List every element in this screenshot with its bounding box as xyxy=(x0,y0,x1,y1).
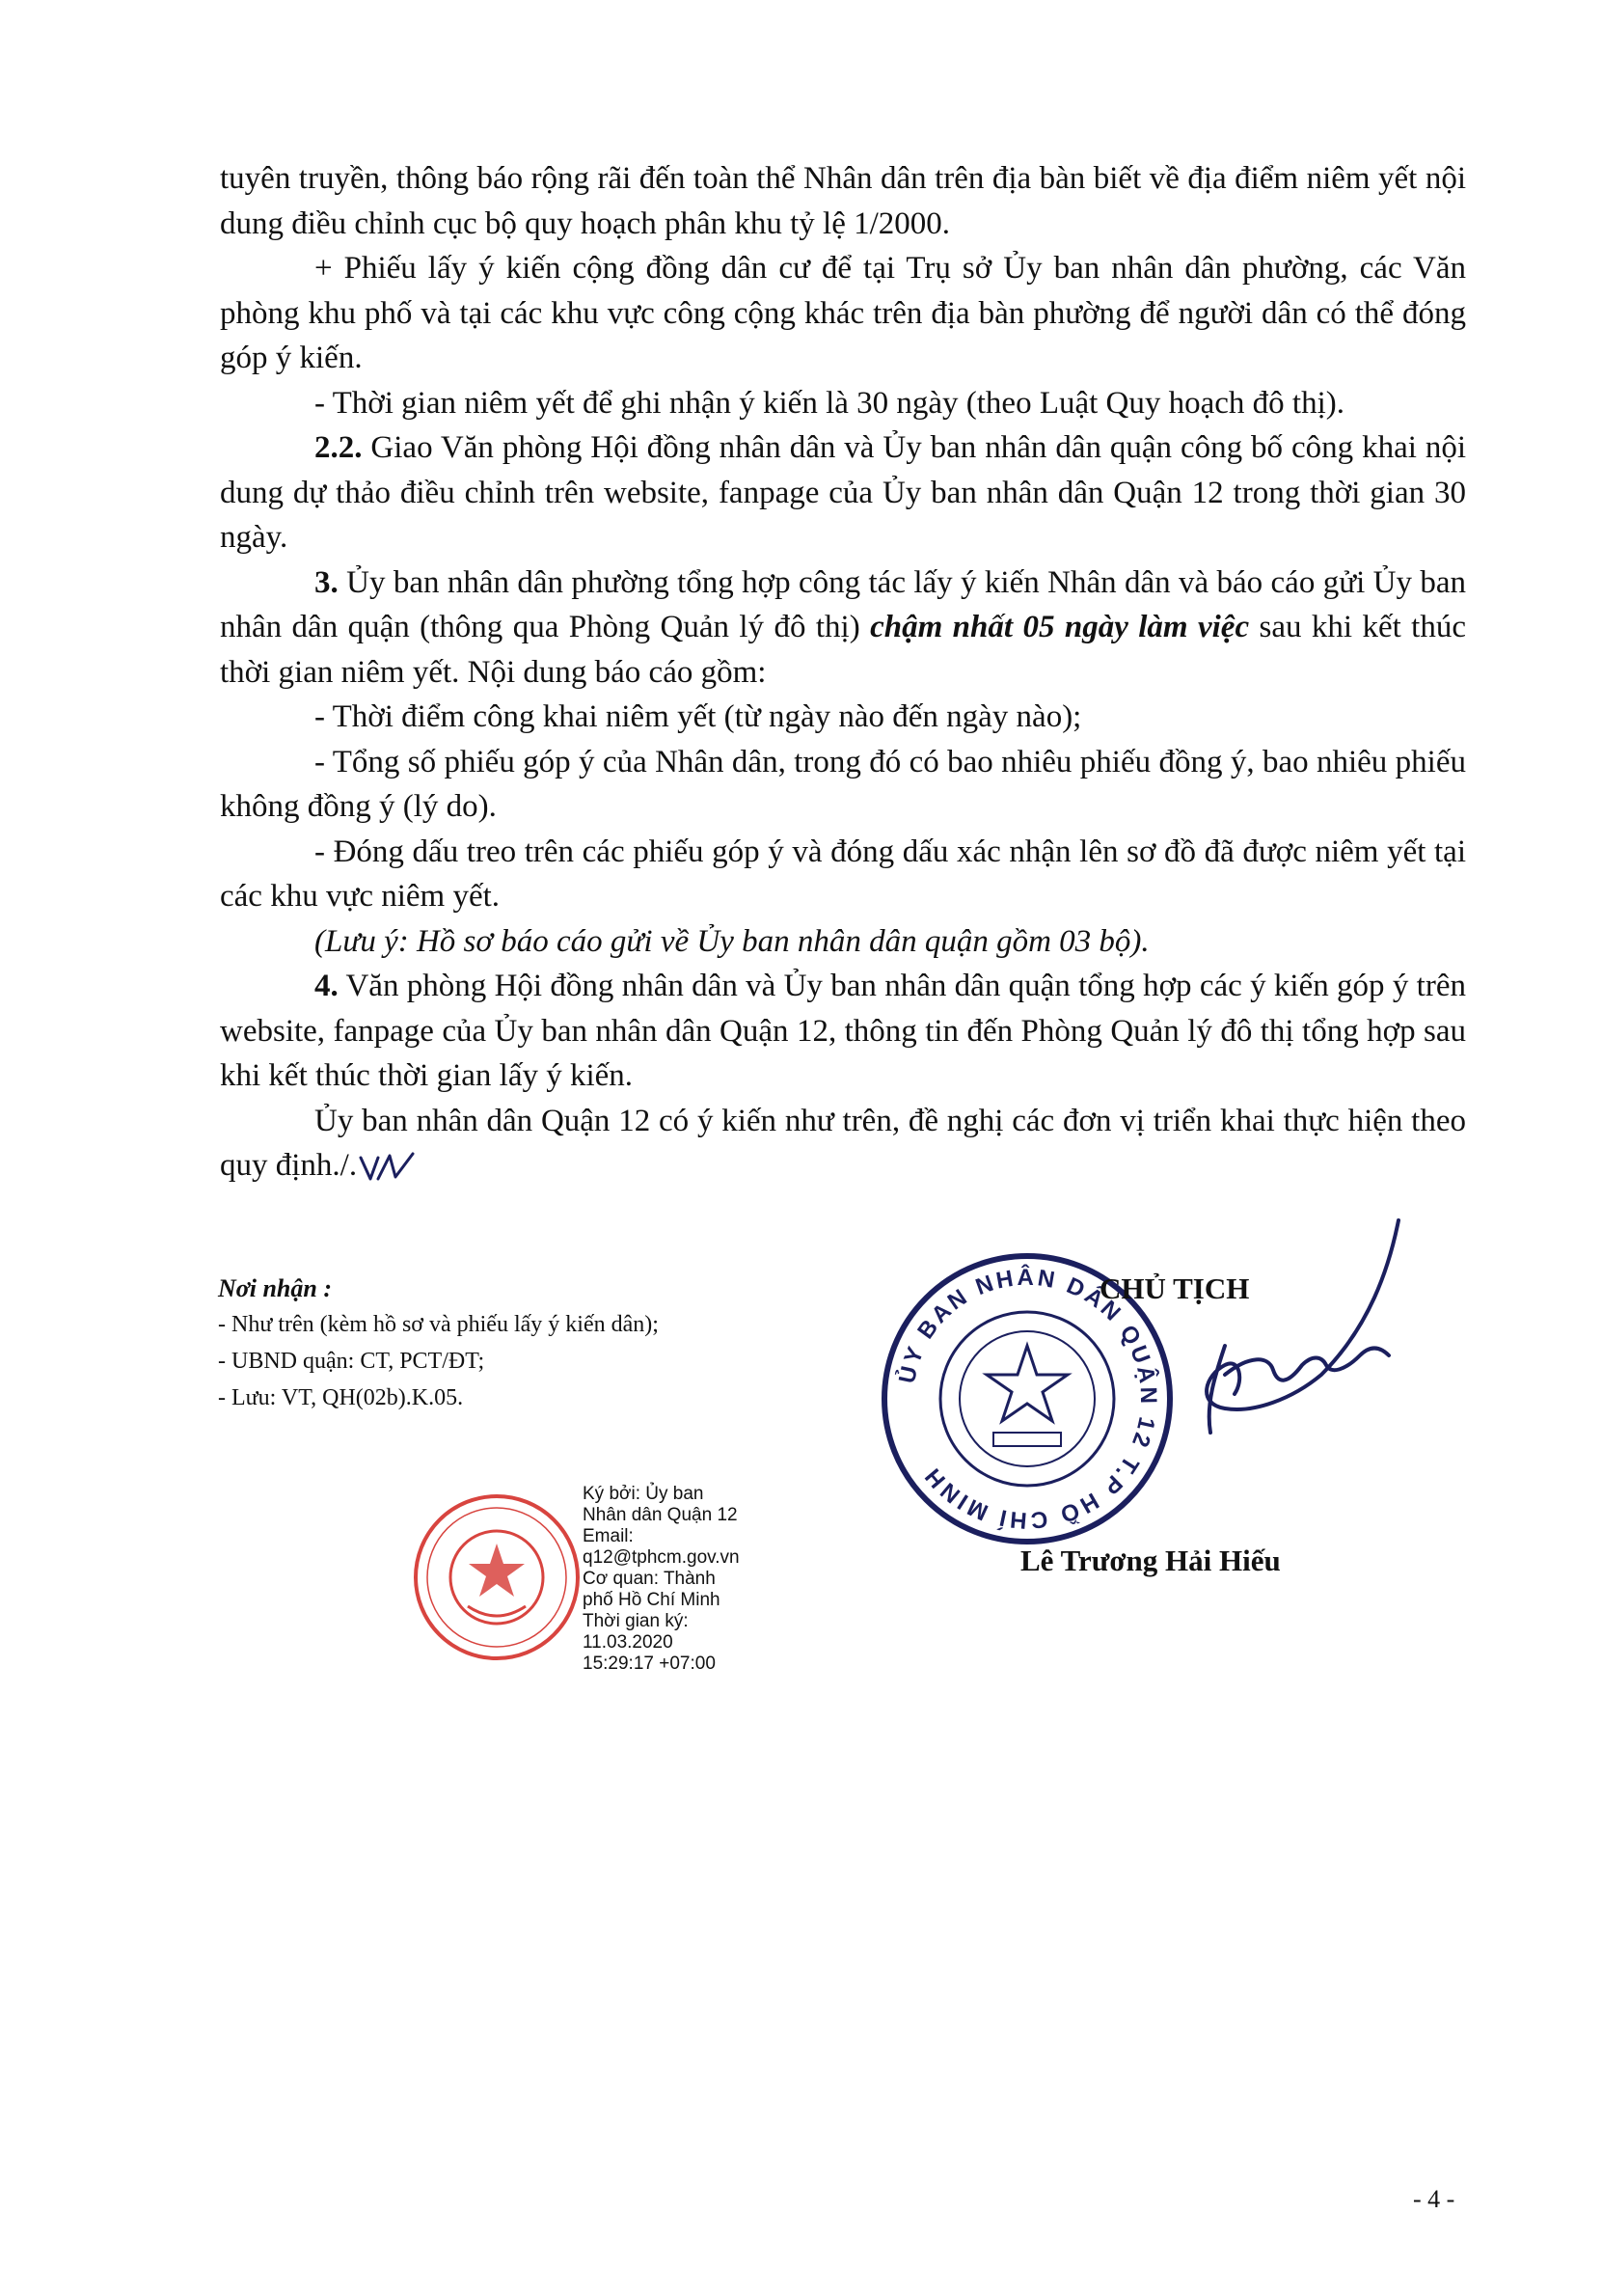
document-body xyxy=(220,156,1466,1189)
sig-line: Thời gian ký: xyxy=(583,1611,689,1631)
closing-text: Ủy ban nhân dân Quận 12 có ý kiến như trên, đề nghị các đơn vị triển khai thực hiện theo quy định./. xyxy=(220,1103,1466,1183)
paragraph-10 xyxy=(220,964,1466,1099)
paragraph-5-text-b: sau khi kết thúc thời gian niêm yết. Nội dung báo cáo gồm: xyxy=(220,610,1466,690)
paragraph-2: + Phiếu lấy ý kiến cộng đồng dân cư để tại Trụ sở Ủy ban nhân dân phường, các Văn phòng khu phố và tại các khu vực công cộng khác trên địa bàn phường để người dân có thể đóng góp ý kiến. xyxy=(220,251,1466,375)
section-number-4: 4. xyxy=(314,969,339,1003)
recipients-title: Nơi nhận : xyxy=(218,1274,332,1302)
paragraph-8: - Đóng dấu treo trên các phiếu góp ý và đóng dấu xác nhận lên sơ đồ đã được niêm yết tại các khu vực niêm yết. xyxy=(220,834,1466,914)
recipient-item: - UBND quận: CT, PCT/ĐT; xyxy=(218,1349,485,1374)
sig-line: Email: xyxy=(583,1526,634,1546)
note-paragraph: (Lưu ý: Hồ sơ báo cáo gửi về Ủy ban nhân dân quận gồm 03 bộ). xyxy=(314,923,1150,959)
paragraph-5 xyxy=(220,560,1466,696)
paragraph-5-text-a: Ủy ban nhân dân phường tổng hợp công tác lấy ý kiến Nhân dân và báo cáo gửi Ủy ban nhân dân quận (thông qua Phòng Quản lý đô thị) xyxy=(220,564,1466,644)
stamp-text: ỦY BAN NHÂN DÂN QUẬN 12 T.P HỒ CHÍ MINH xyxy=(893,1264,1162,1534)
sig-line: 11.03.2020 xyxy=(583,1632,673,1653)
signer-name: Lê Trương Hải Hiếu xyxy=(1020,1544,1281,1577)
sig-line: q12@tphcm.gov.vn xyxy=(583,1547,740,1568)
section-number-2-2: 2.2. xyxy=(314,430,363,465)
sig-line: 15:29:17 +07:00 xyxy=(583,1654,716,1674)
signer-position: CHỦ TỊCH xyxy=(1100,1271,1250,1305)
page-number: - 4 - xyxy=(1413,2185,1455,2213)
digital-signature-stamp-icon xyxy=(410,1490,584,1664)
paragraph-6: - Thời điểm công khai niêm yết (từ ngày nào đến ngày nào); xyxy=(314,699,1082,734)
sig-line: Ký bởi: Ủy ban xyxy=(583,1484,704,1504)
recipient-item: - Như trên (kèm hồ sơ và phiếu lấy ý kiến dân); xyxy=(218,1312,659,1337)
paragraph-1: tuyên truyền, thông báo rộng rãi đến toàn thể Nhân dân trên địa bàn biết về địa điểm niêm yết nội dung điều chỉnh cục bộ quy hoạch phân khu tỷ lệ 1/2000. xyxy=(220,161,1466,241)
paragraph-3: - Thời gian niêm yết để ghi nhận ý kiến là 30 ngày (theo Luật Quy hoạch đô thị). xyxy=(314,385,1345,421)
handwritten-signature-icon xyxy=(1080,1211,1447,1462)
sig-line: phố Hồ Chí Minh xyxy=(583,1590,720,1610)
sig-line: Cơ quan: Thành xyxy=(583,1569,716,1589)
recipient-item: - Lưu: VT, QH(02b).K.05. xyxy=(218,1385,464,1410)
recipients-block xyxy=(218,1271,893,1416)
handwritten-initial-icon xyxy=(357,1148,417,1187)
paragraph-4 xyxy=(220,425,1466,560)
closing-paragraph xyxy=(220,1099,1466,1189)
section-number-3: 3. xyxy=(314,564,339,600)
digital-signature-info xyxy=(583,1484,814,1675)
deadline-emphasis: chậm nhất 05 ngày làm việc xyxy=(870,610,1250,644)
sig-line: Nhân dân Quận 12 xyxy=(583,1505,738,1525)
paragraph-7: - Tổng số phiếu góp ý của Nhân dân, trong đó có bao nhiêu phiếu đồng ý, bao nhiêu phiếu không đồng ý (lý do). xyxy=(220,744,1466,824)
paragraph-10-text: Văn phòng Hội đồng nhân dân và Ủy ban nhân dân quận tổng hợp các ý kiến góp ý trên website, fanpage của Ủy ban nhân dân Quận 12, thông tin đến Phòng Quản lý đô thị tổng hợp sau khi kết thúc thời gian lấy ý kiến. xyxy=(220,969,1466,1093)
paragraph-4-text: Giao Văn phòng Hội đồng nhân dân và Ủy ban nhân dân quận công bố công khai nội dung dự thảo điều chỉnh trên website, fanpage của Ủy ban nhân dân Quận 12 trong thời gian 30 ngày. xyxy=(220,430,1466,555)
